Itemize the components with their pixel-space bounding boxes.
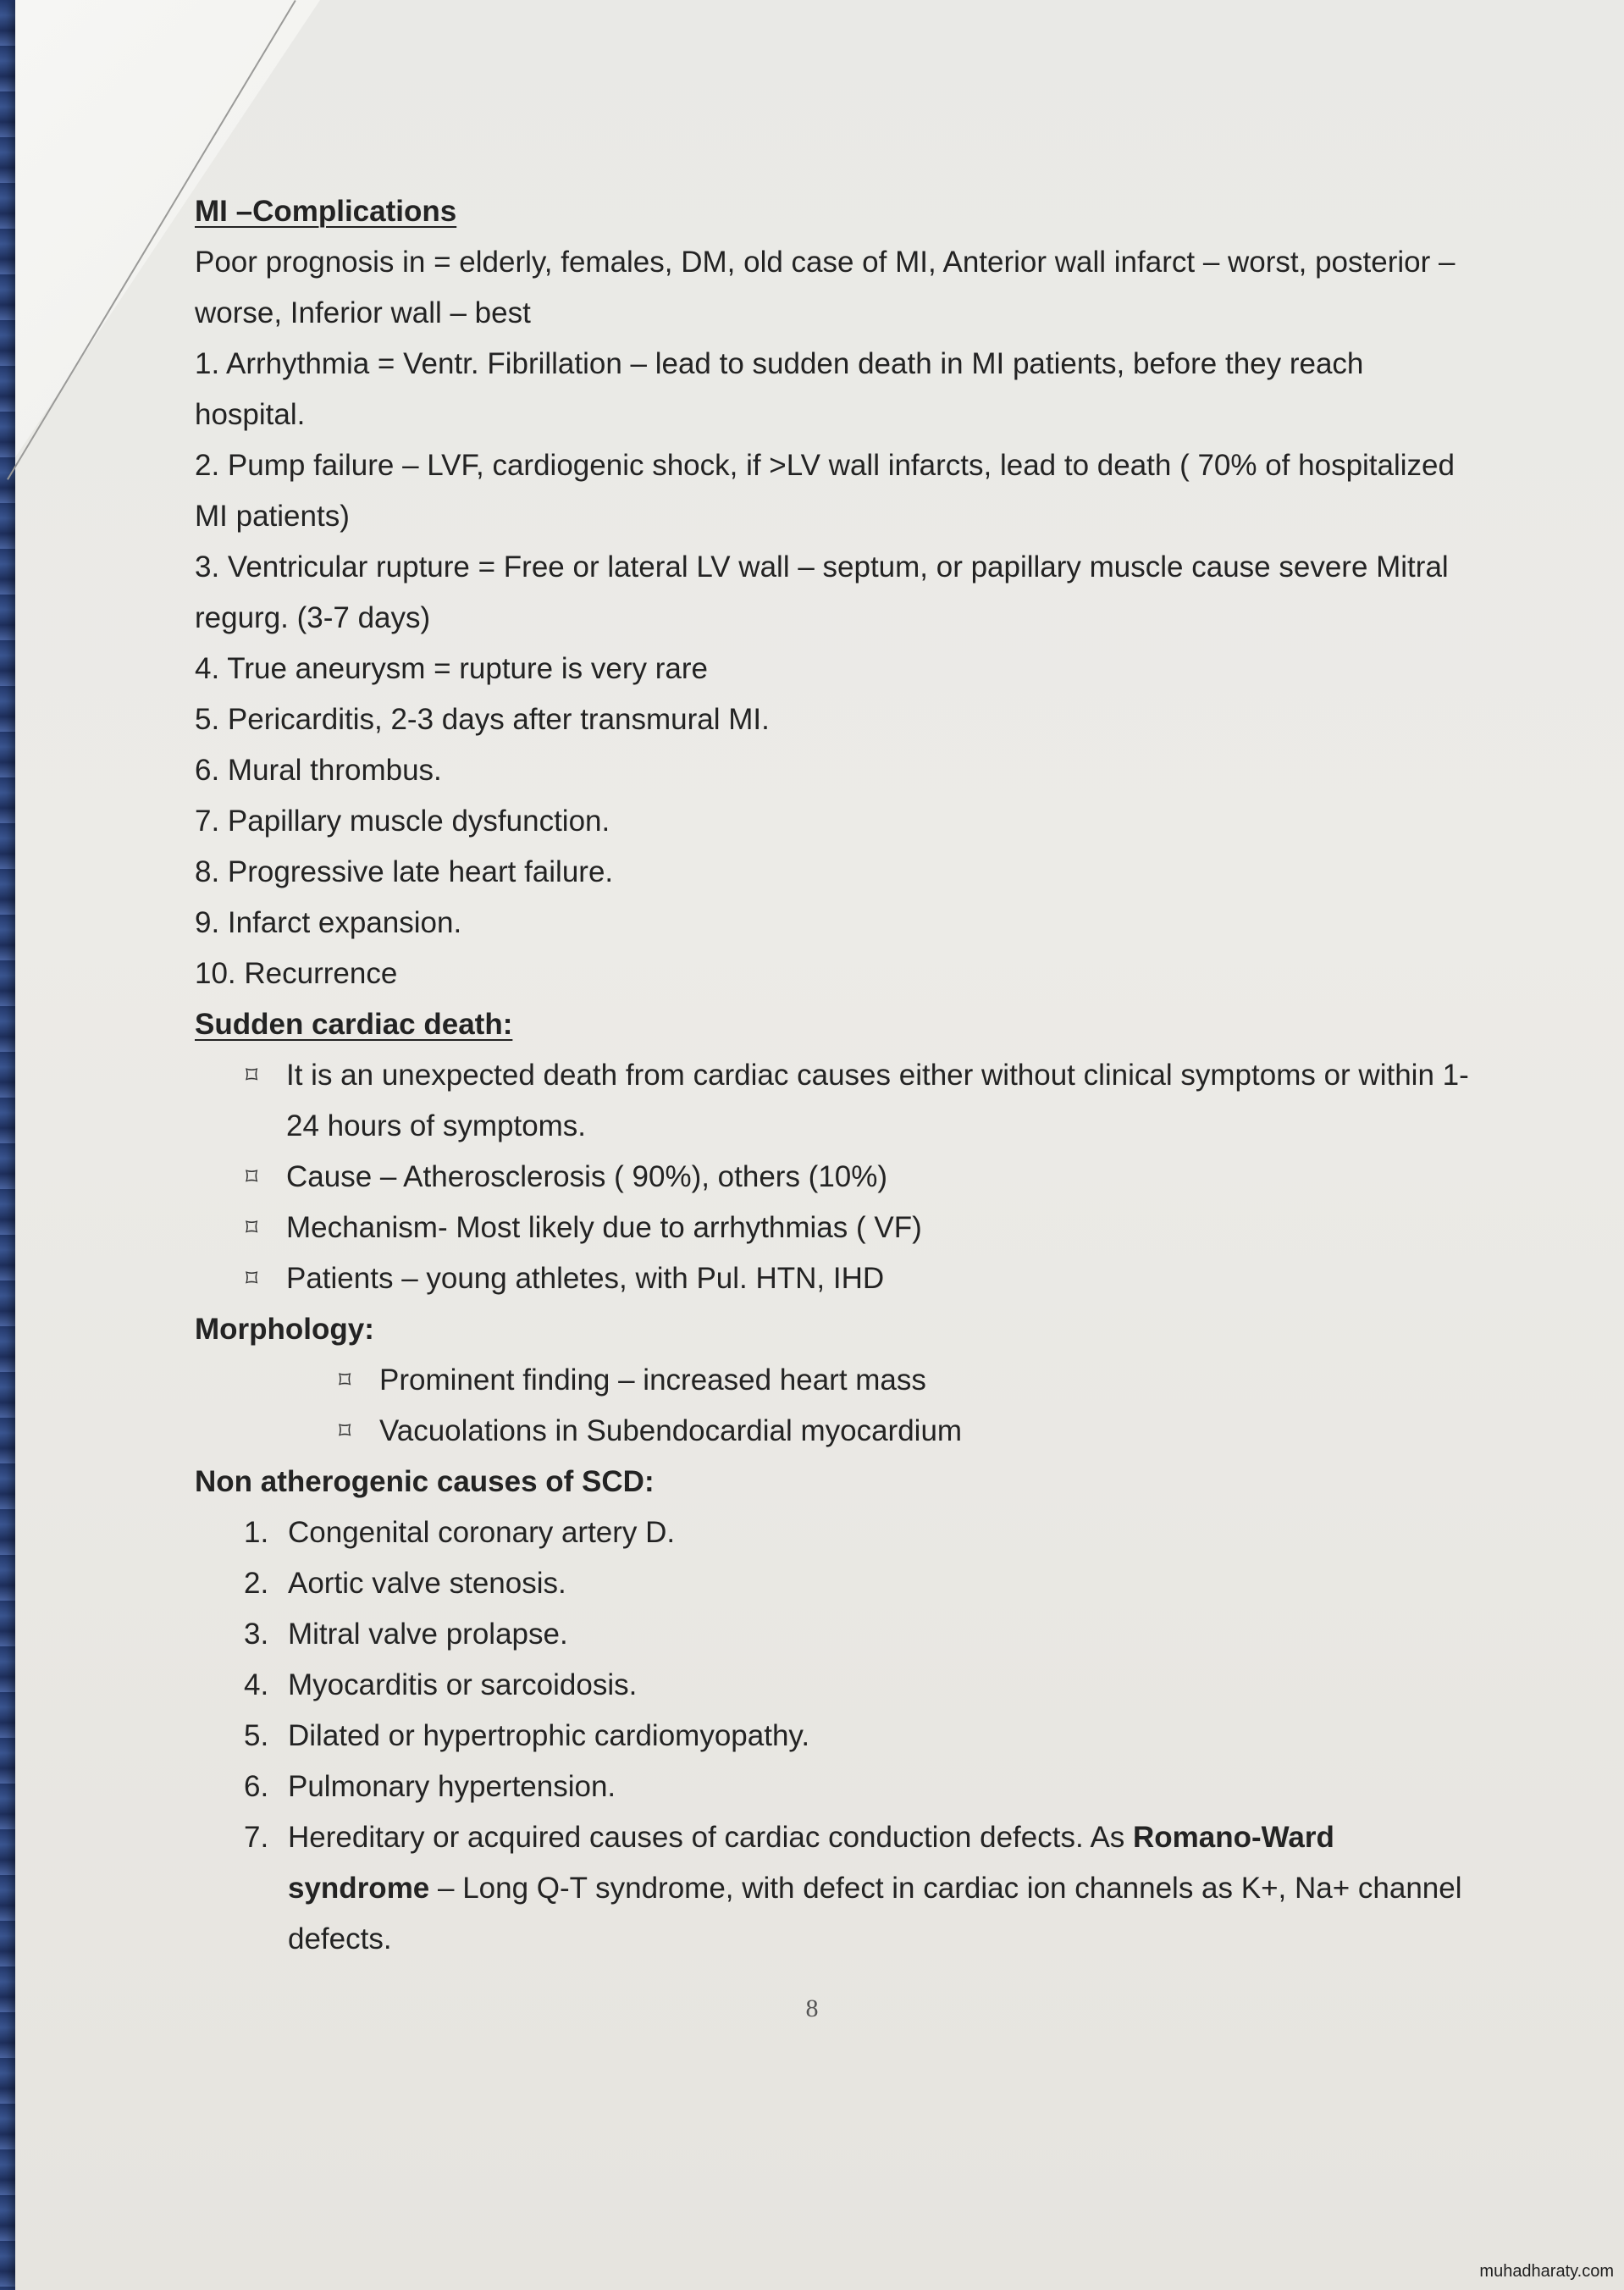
non-atherogenic-heading: Non atherogenic causes of SCD: [195,1465,655,1498]
page-number: 8 [805,1994,819,2022]
list-item: 8. Progressive late heart failure. [195,855,614,888]
list-item: 5. Pericarditis, 2-3 days after transmural MI. [195,703,770,736]
list-item: 10. Recurrence [195,957,398,990]
complications-list [195,339,1482,999]
item-text: Aortic valve stenosis. [288,1567,566,1600]
list-item: 1. Arrhythmia = Ventr. Fibrillation – lead to sudden death in MI patients, before they reach hospital. [195,347,1364,431]
item-text-continued: – Long Q-T syndrome, with defect in cardiac ion channels as K+, Na+ channel defects. [288,1872,1462,1955]
non-atherogenic-list [195,1507,1482,1965]
list-item: 4. True aneurysm = rupture is very rare [195,652,708,685]
syndrome-name: Romano-Ward syndrome [288,1821,1334,1905]
list-item [339,1355,1482,1406]
item-number: 7. [244,1821,269,1854]
list-item: 2. Pump failure – LVF, cardiogenic shock, if >LV wall infarcts, lead to death ( 70% of hospitalized MI patients) [195,449,1455,533]
list-item: 7. Papillary muscle dysfunction. [195,805,610,838]
list-item [244,1558,1482,1609]
watermark: muhadharaty.com [1479,2262,1614,2281]
list-item: 9. Infarct expansion. [195,906,462,939]
list-item [244,1812,1482,1965]
bullet-text: Prominent finding – increased heart mass [379,1363,926,1397]
item-number: 6. [244,1770,269,1803]
item-text: Congenital coronary artery D. [288,1516,676,1549]
item-number: 2. [244,1567,269,1600]
bullet-text: Mechanism- Most likely due to arrhythmias ( VF) [286,1211,922,1244]
bullet-icon: ⌑ [339,1367,351,1393]
prognosis-line: Poor prognosis in = elderly, females, DM, old case of MI, Anterior wall infarct – worst, posterior –worse, Inferior wall – best [195,246,1456,329]
scd-bullet-list [195,1050,1482,1304]
list-item [244,1609,1482,1660]
bullet-icon: ⌑ [339,1418,351,1444]
bullet-icon: ⌑ [246,1062,258,1088]
page-title: MI –Complications [195,195,457,228]
bullet-icon: ⌑ [246,1214,258,1241]
item-number: 1. [244,1516,269,1549]
list-item [246,1050,1482,1152]
list-item [246,1152,1482,1203]
item-number: 3. [244,1618,269,1651]
item-number: 5. [244,1719,269,1752]
list-item [244,1660,1482,1711]
item-text: Mitral valve prolapse. [288,1618,568,1651]
list-item [244,1762,1482,1812]
item-text: Pulmonary hypertension. [288,1770,616,1803]
item-number: 4. [244,1668,269,1701]
bullet-icon: ⌑ [246,1164,258,1190]
bullet-text: Cause – Atherosclerosis ( 90%), others (10%) [286,1160,888,1193]
list-item: 6. Mural thrombus. [195,754,442,787]
item-text: Myocarditis or sarcoidosis. [288,1668,638,1701]
morphology-heading: Morphology: [195,1313,374,1346]
morphology-bullet-list [195,1355,1482,1457]
list-item [244,1507,1482,1558]
bullet-text: Patients – young athletes, with Pul. HTN, IHD [286,1262,885,1295]
bullet-icon: ⌑ [246,1265,258,1292]
item-text: Hereditary or acquired causes of cardiac conduction defects. As [288,1821,1134,1854]
list-item [244,1711,1482,1762]
bullet-text: Vacuolations in Subendocardial myocardium [379,1414,963,1447]
list-item: 3. Ventricular rupture = Free or lateral LV wall – septum, or papillary muscle cause severe Mitral regurg. (3-7 days) [195,550,1449,634]
list-item [339,1406,1482,1457]
bullet-text: It is an unexpected death from cardiac causes either without clinical symptoms or within 1-24 hours of symptoms. [286,1059,1469,1142]
document-content [195,186,1482,1965]
scd-heading: Sudden cardiac death: [195,1008,513,1041]
item-text: Dilated or hypertrophic cardiomyopathy. [288,1719,810,1752]
list-item [246,1203,1482,1253]
list-item [246,1253,1482,1304]
